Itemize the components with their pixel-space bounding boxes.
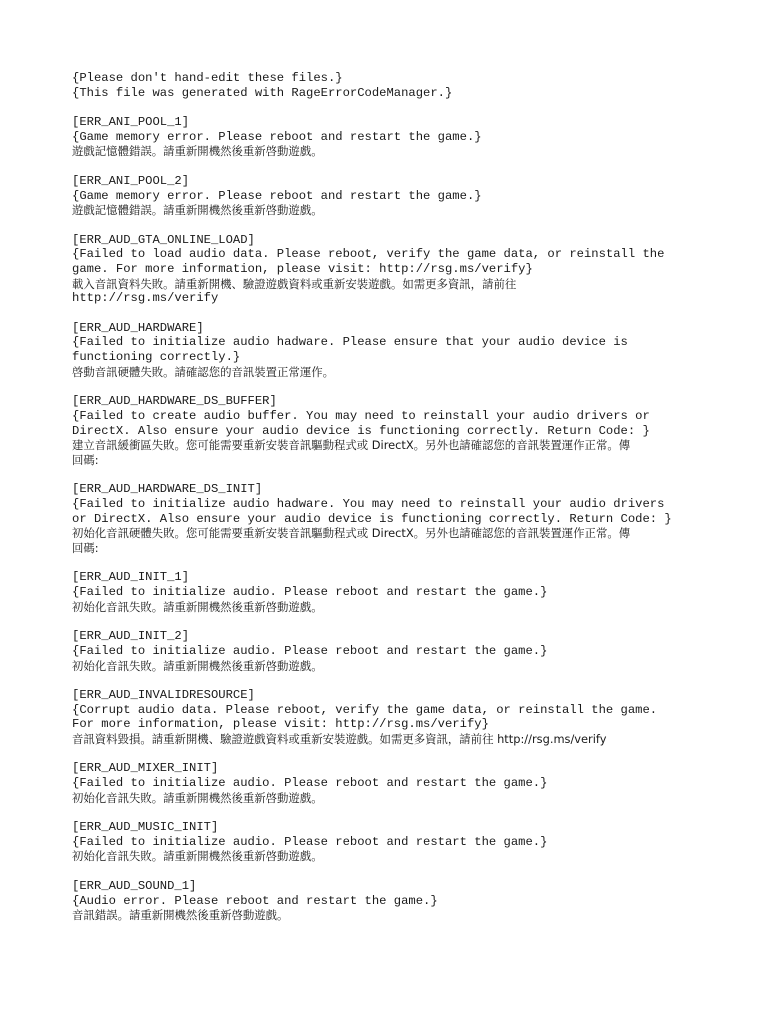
error-message-line: 初始化音訊失敗。請重新開機然後重新啓動遊戲。 [72,849,323,864]
error-key: [ERR_AUD_GTA_ONLINE_LOAD] [72,232,255,247]
error-message-line: 音訊錯誤。請重新開機然後重新啓動遊戲。 [72,908,289,923]
error-message-line: 音訊資料毀損。請重新開機、驗證遊戲資料或重新安裝遊戲。如需更多資訊，請前往 http://rsg.ms/verify [72,731,607,746]
error-key: [ERR_AUD_SOUND_1] [72,878,197,893]
error-key: [ERR_AUD_HARDWARE] [72,320,204,335]
error-key: [ERR_AUD_MIXER_INIT] [72,761,219,776]
error-message-line: 初始化音訊硬體失敗。您可能需要重新安裝音訊驅動程式或 DirectX。另外也請確認您的音訊裝置運作正常。傳 [72,526,631,541]
error-message-line: {Audio error. Please reboot and restart the game.} [72,893,438,908]
error-message-line: {Failed to initialize audio. Please reboot and restart the game.} [72,834,548,849]
error-key: [ERR_AUD_HARDWARE_DS_INIT] [72,482,263,497]
error-message-line: 回碼: [72,452,99,467]
error-entry [72,761,712,805]
error-message-line: {Failed to initialize audio. Please reboot and restart the game.} [72,643,548,658]
error-entry [72,570,712,614]
error-entry [72,482,712,555]
error-key: [ERR_AUD_HARDWARE_DS_BUFFER] [72,394,277,409]
error-message-line: {Failed to create audio buffer. You may need to reinstall your audio drivers or [72,408,650,423]
error-message-line: {Game memory error. Please reboot and restart the game.} [72,188,482,203]
error-key: [ERR_AUD_INIT_2] [72,629,190,644]
error-key: [ERR_ANI_POOL_1] [72,115,190,130]
error-key: [ERR_AUD_INIT_1] [72,570,190,585]
error-message-line: functioning correctly.} [72,350,241,365]
error-message-line: {Failed to initialize audio. Please reboot and restart the game.} [72,585,548,600]
error-entry [72,820,712,864]
document-page [72,71,712,923]
error-message-line: 遊戲記憶體錯誤。請重新開機然後重新啓動遊戲。 [72,144,323,159]
error-key: [ERR_ANI_POOL_2] [72,173,190,188]
error-message-line: 初始化音訊失敗。請重新開機然後重新啓動遊戲。 [72,790,323,805]
error-message-line: For more information, please visit: http://rsg.ms/verify} [72,717,489,732]
error-entry [72,174,712,218]
error-entry [72,115,712,159]
error-message-line: {Failed to initialize audio hadware. Please ensure that your audio device is [72,335,628,350]
header-line: {This file was generated with RageErrorCodeManager.} [72,85,453,100]
error-message-line: 啓動音訊硬體失敗。請確認您的音訊裝置正常運作。 [72,364,334,379]
error-message-line: 初始化音訊失敗。請重新開機然後重新啓動遊戲。 [72,658,323,673]
error-entry [72,321,712,380]
error-message-line: 遊戲記憶體錯誤。請重新開機然後重新啓動遊戲。 [72,203,323,218]
error-key: [ERR_AUD_INVALIDRESOURCE] [72,687,255,702]
error-entry [72,688,712,747]
error-entry [72,879,712,923]
error-message-line: 載入音訊資料失敗。請重新開機、驗證遊戲資料或重新安裝遊戲。如需更多資訊，請前往 [72,276,517,291]
error-message-line: 建立音訊緩衝區失敗。您可能需要重新安裝音訊驅動程式或 DirectX。另外也請確認您的音訊裝置運作正常。傳 [72,438,631,453]
error-message-line: {Failed to initialize audio hadware. You may need to reinstall your audio drivers [72,496,665,511]
error-message-line: 回碼: [72,541,99,555]
error-entry [72,233,712,306]
error-message-line: {Game memory error. Please reboot and restart the game.} [72,129,482,144]
error-entry [72,394,712,467]
error-message-line: game. For more information, please visit: http://rsg.ms/verify} [72,261,533,276]
error-message-line: DirectX. Also ensure your audio device is functioning correctly. Return Code: } [72,423,650,438]
error-message-line: {Corrupt audio data. Please reboot, verify the game data, or reinstall the game. [72,702,658,717]
error-message-line: or DirectX. Also ensure your audio device is functioning correctly. Return Code: } [72,511,672,526]
error-message-line: {Failed to load audio data. Please reboot, verify the game data, or reinstall the [72,247,665,262]
error-message-line: {Failed to initialize audio. Please reboot and restart the game.} [72,776,548,790]
header-line: {Please don't hand-edit these files.} [72,71,343,85]
error-message-line: 初始化音訊失敗。請重新開機然後重新啓動遊戲。 [72,599,323,614]
error-code-list [72,115,712,923]
error-key: [ERR_AUD_MUSIC_INIT] [72,820,219,835]
error-entry [72,629,712,673]
error-message-line: http://rsg.ms/verify [72,291,219,306]
